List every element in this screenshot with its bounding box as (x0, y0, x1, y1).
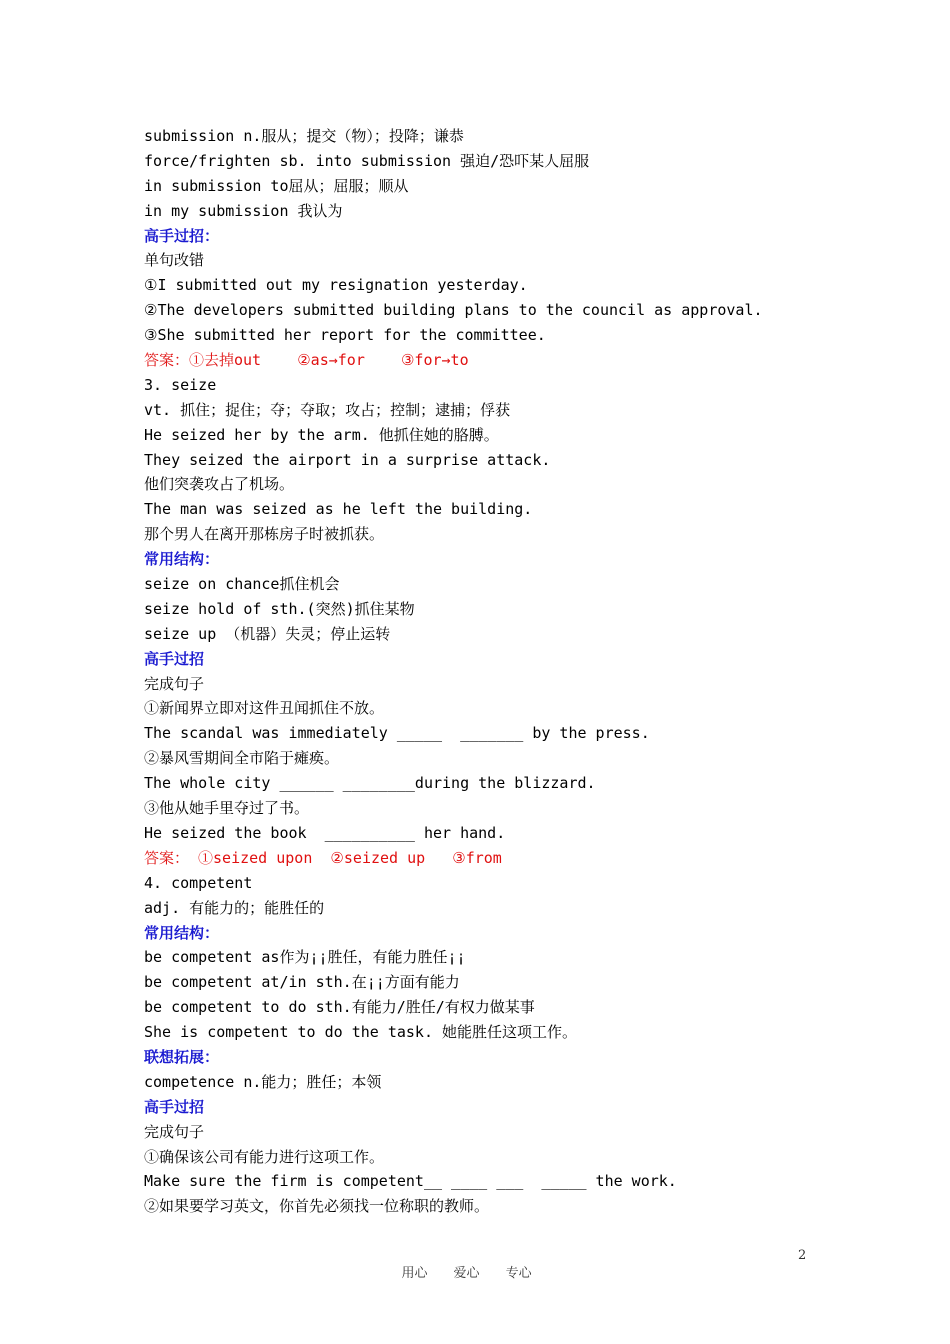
footer-word: 用心 (401, 1266, 428, 1281)
page-footer (385, 1247, 558, 1296)
section-heading: 高手过招 (144, 1097, 205, 1116)
footer-word: 专心 (505, 1266, 532, 1281)
section-heading: 高手过招 (144, 649, 205, 668)
text-line: in submission to屈从；屈服；顺从 (144, 176, 409, 195)
text-line: They seized the airport in a surprise attack. (144, 450, 551, 469)
text-line: 4. competent (144, 873, 253, 892)
text-line: force/frighten sb. into submission 强迫/恐吓某人屈服 (144, 151, 590, 170)
text-line: 3. seize (144, 375, 217, 394)
section-heading: 常用结构： (144, 923, 220, 942)
answer-line: 答案： ①seized upon ②seized up ③from (144, 848, 502, 867)
text-line: Make sure the firm is competent__ ____ ___ _____ the work. (144, 1172, 677, 1191)
text-line: ②如果要学习英文，你首先必须找一位称职的教师。 (144, 1197, 490, 1216)
text-line: ①确保该公司有能力进行这项工作。 (144, 1147, 385, 1166)
text-line: ③She submitted her report for the committee. (144, 326, 546, 345)
text-line: be competent as作为¡¡胜任，有能力胜任¡¡ (144, 948, 466, 967)
section-heading: 联想拓展： (144, 1047, 220, 1066)
text-line: adj. 有能力的；能胜任的 (144, 898, 325, 917)
text-line: The man was seized as he left the building. (144, 500, 533, 519)
text-line: seize on chance抓住机会 (144, 575, 340, 594)
text-line: ③他从她手里夺过了书。 (144, 799, 310, 818)
text-line: competence n.能力；胜任；本领 (144, 1072, 382, 1091)
page-number: 2 (798, 1248, 807, 1263)
text-line: be competent at/in sth.在¡¡方面有能力 (144, 973, 460, 992)
section-heading: 常用结构： (144, 550, 220, 569)
text-line: be competent to do sth.有能力/胜任/有权力做某事 (144, 998, 535, 1017)
text-line: in my submission 我认为 (144, 201, 343, 220)
text-line: He seized the book __________ her hand. (144, 823, 506, 842)
text-line: 他们突袭攻占了机场。 (144, 475, 295, 494)
section-heading: 高手过招： (144, 226, 220, 245)
text-line: submission n.服从；提交（物）；投降；谦恭 (144, 127, 464, 145)
text-line: 单句改错 (144, 251, 205, 270)
text-line: ①I submitted out my resignation yesterday. (144, 276, 528, 295)
answer-line: 答案：①去掉out ②as→for ③for→to (144, 351, 469, 370)
text-line: He seized her by the arm. 他抓住她的胳膊。 (144, 425, 499, 444)
footer-word: 爱心 (453, 1266, 480, 1281)
text-line: ②The developers submitted building plans to the council as approval. (144, 301, 763, 320)
text-line: vt. 抓住；捉住；夺；夺取；攻占；控制；逮捕；俘获 (144, 400, 511, 419)
text-line: seize hold of sth.(突然)抓住某物 (144, 599, 415, 618)
text-line: She is competent to do the task. 她能胜任这项工作。 (144, 1023, 578, 1042)
text-line: ①新闻界立即对这件丑闻抓住不放。 (144, 699, 385, 718)
text-line: 那个男人在离开那栋房子时被抓获。 (144, 525, 385, 544)
text-line: seize up （机器）失灵；停止运转 (144, 624, 391, 643)
text-line: 完成句子 (144, 1122, 205, 1141)
text-line: The whole city ______ ________during the blizzard. (144, 774, 596, 793)
text-line: The scandal was immediately _____ _______ by the press. (144, 724, 650, 743)
text-line: ②暴风雪期间全市陷于瘫痪。 (144, 749, 340, 768)
text-line: 完成句子 (144, 674, 205, 693)
page-body (144, 124, 844, 1219)
